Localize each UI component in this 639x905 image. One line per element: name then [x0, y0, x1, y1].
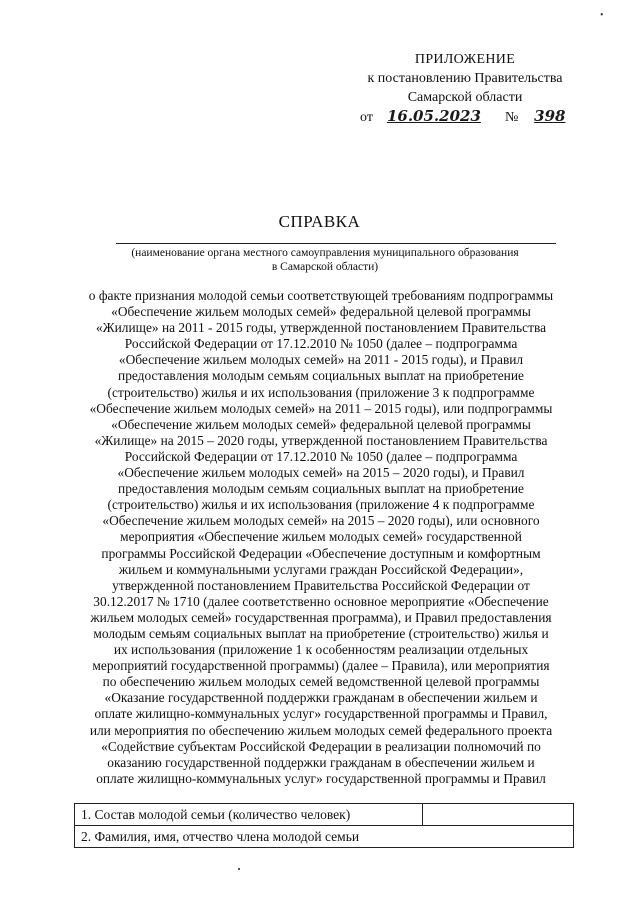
body-line: «Оказание государственной поддержки гражданам в обеспечении жильем и	[104, 690, 538, 706]
body-line: Российской Федерации от 17.12.2010 № 1050 (далее – подпрограмма	[124, 448, 518, 464]
appendix-date-row	[330, 107, 600, 127]
body-line: «Содействие субъектам Российской Федерации в реализации полномочий по	[101, 738, 541, 754]
body-line: предоставления молодым семьям социальных выплат на приобретение	[118, 368, 524, 384]
handwritten-number: 398	[534, 107, 566, 125]
body-line: о факте признания молодой семьи соответствующей требованиям подпрограммы	[88, 288, 554, 303]
body-line: оплате жилищно-коммунальных услуг» государственной программы и Правил,	[94, 706, 548, 722]
body-paragraph	[68, 288, 574, 787]
body-line: Российской Федерации от 17.12.2010 № 1050 (далее – подпрограмма	[124, 336, 518, 352]
body-line: (строительство) жилья и их использования (приложение 4 к подпрограмме	[107, 497, 535, 513]
family-info-table	[74, 803, 574, 848]
org-caption-line-2: в Самарской области)	[271, 261, 379, 273]
body-line: мероприятия «Обеспечение жильем молодых семей» государственной	[120, 529, 522, 545]
body-line: (строительство) жилья и их использования (приложение 3 к подпрограмме	[107, 384, 535, 400]
body-line: или мероприятия по обеспечению жильем молодых семей федерального проекта	[89, 722, 553, 738]
body-line: мероприятий государственной программы) (далее – Правила), или мероприятия	[92, 658, 550, 674]
document-title: СПРАВКА	[278, 212, 361, 231]
body-line: «Обеспечение жильем молодых семей» на 2011 – 2015 годы), или подпрограммы	[89, 400, 553, 416]
number-label: №	[504, 110, 519, 125]
row-label-member-name: 2. Фамилия, имя, отчество члена молодой семьи	[75, 826, 574, 848]
table-row	[75, 826, 574, 848]
row-label-family-size: 1. Состав молодой семьи (количество человек)	[75, 804, 423, 826]
body-line: «Жилище» на 2015 – 2020 годы, утвержденной постановлением Правительства	[94, 432, 548, 448]
body-line: жильем молодых семей» государственная программа), и Правил предоставления	[90, 609, 552, 625]
table-row	[75, 804, 574, 826]
appendix-line-1: к постановлению Правительства	[367, 71, 563, 86]
handwritten-date: 16.05.2023	[386, 107, 481, 125]
body-line: «Обеспечение жильем молодых семей» на 2011 - 2015 годы), и Правил	[118, 352, 524, 368]
body-line: по обеспечению жильем молодых семей ведомственной целевой программы	[102, 674, 540, 690]
row-value-family-size	[423, 804, 574, 826]
body-line: их использования (приложение 1 к особенностям реализации отдельных	[113, 642, 529, 658]
org-name-field-line	[116, 243, 556, 244]
body-line: оплате жилищно-коммунальных услуг» государственной программы и Правил	[96, 770, 546, 786]
scan-dot	[238, 868, 240, 870]
body-line: «Обеспечение жильем молодых семей» федеральной целевой программы	[111, 304, 531, 320]
appendix-line-2: Самарской области	[407, 90, 523, 105]
body-line: «Обеспечение жильем молодых семей» федеральной целевой программы	[111, 416, 531, 432]
body-line: программы Российской Федерации «Обеспечение доступным и комфортным	[101, 545, 541, 561]
body-line: «Обеспечение жильем молодых семей» на 2015 – 2020 годы), и Правил	[117, 465, 525, 481]
body-line: молодым семьям социальных выплат на приобретение (строительство) жилья и	[93, 625, 549, 641]
body-line: предоставления молодым семьям социальных выплат на приобретение	[118, 481, 524, 497]
scan-speck: •	[600, 10, 604, 21]
org-name-caption	[90, 246, 560, 274]
appendix-block	[330, 50, 600, 127]
org-caption-line-1: (наименование органа местного самоуправления муниципального образования	[131, 247, 519, 259]
body-line: «Обеспечение жильем молодых семей» на 2015 – 2020 годы), или основного	[102, 513, 540, 529]
body-line: оказанию государственной поддержки гражданам в обеспечении жильем и	[107, 754, 535, 770]
appendix-heading: ПРИЛОЖЕНИЕ	[414, 52, 516, 67]
body-line: утвержденной постановлением Правительства Российской Федерации от	[112, 577, 530, 593]
body-line: 30.12.2017 № 1710 (далее соответственно основное мероприятие «Обеспечение	[93, 593, 549, 609]
body-line: жильем и коммунальными услугами граждан Российской Федерации»,	[118, 561, 524, 577]
body-line: «Жилище» на 2011 - 2015 годы, утвержденной постановлением Правительства	[95, 320, 547, 336]
date-prefix: от	[360, 110, 373, 125]
